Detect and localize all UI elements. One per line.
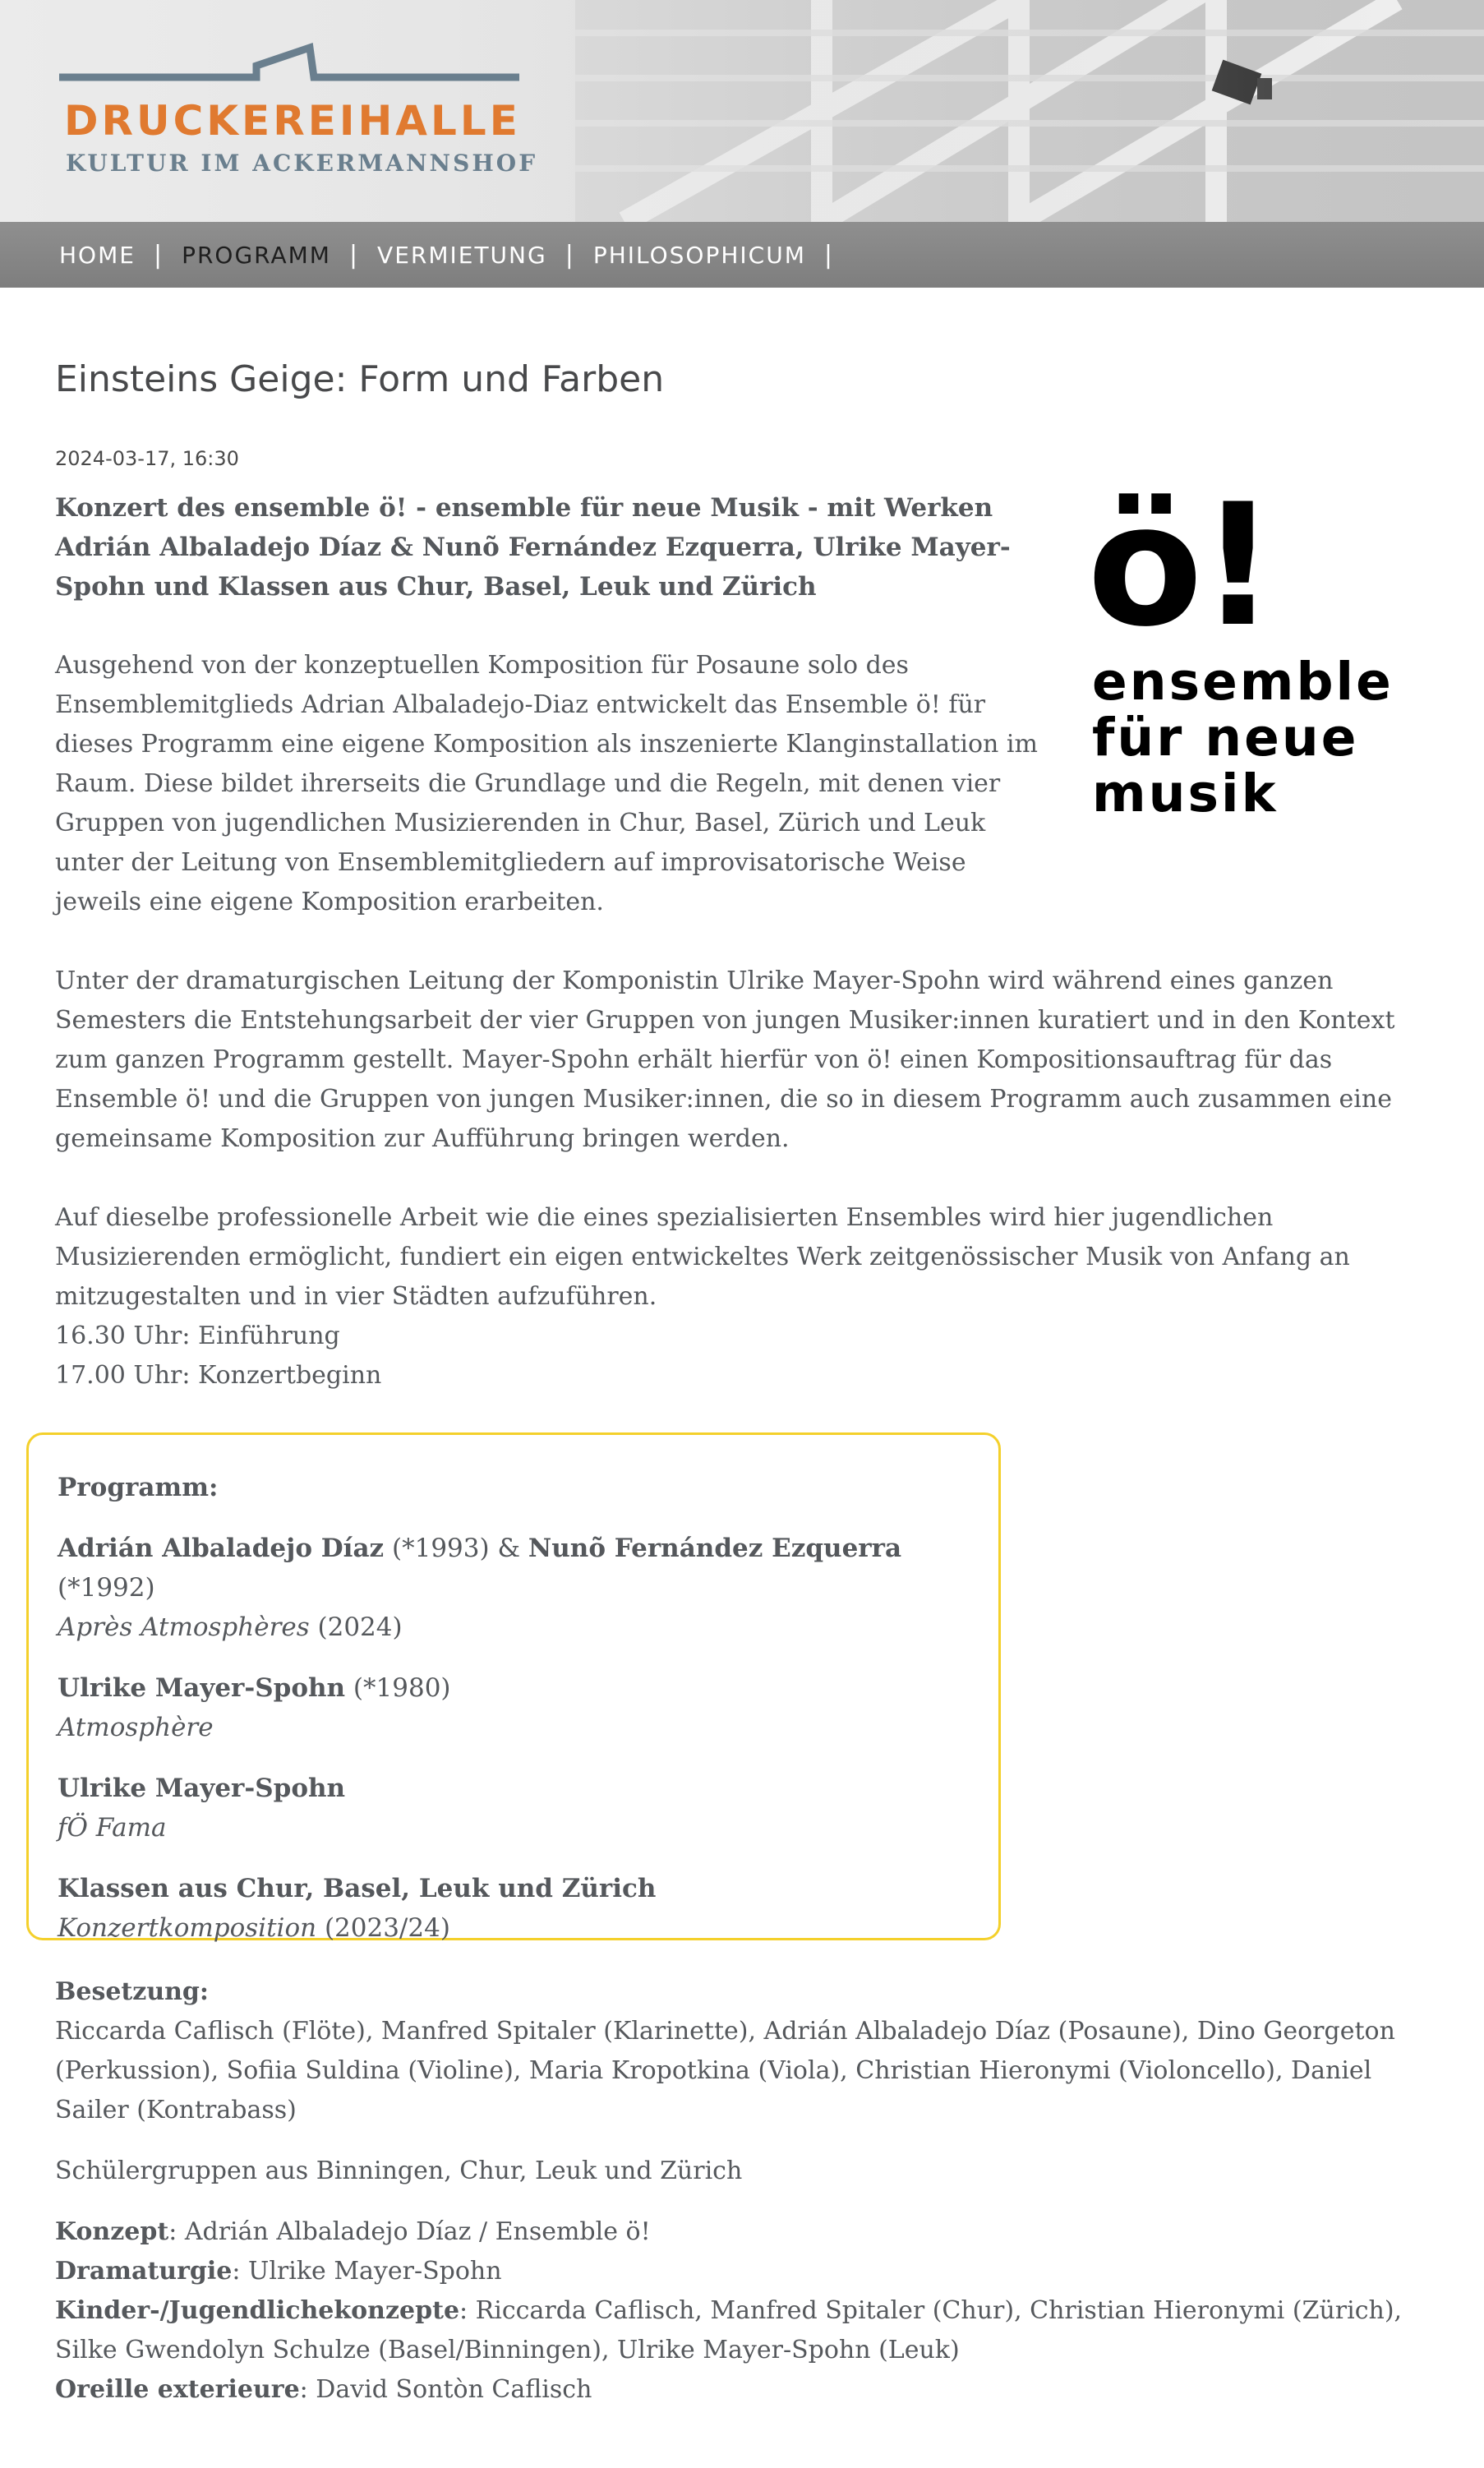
work-year: (2024) [309,1612,403,1642]
event-lead: Konzert des ensemble ö! - ensemble für neue Musik - mit Werken Adrián Albaladejo Díaz & Nunõ Fernández Ezquerra, Ulrike Mayer-Spohn und Klassen aus Chur, Basel, Leuk und Zürich [55,493,1011,602]
nav-philosophicum[interactable]: PHILOSOPHICUM [592,241,806,269]
nav-separator: | [153,240,164,270]
besetzung-players: Riccarda Caflisch (Flöte), Manfred Spitaler (Klarinette), Adrián Albaladejo Díaz (Posaune), Dino Georgeton (Perkussion), Sofiia Suldina (Violine), Maria Kropotkina (Viola), Christian Hieronymi (Violoncello), Daniel Sailer (Kontrabass) [55,2017,1395,2124]
logo-roof-icon [59,43,519,84]
ensemble-logo-mark: ö! [1087,468,1274,664]
programm-box [26,1432,1001,1943]
credit-line [55,2370,1436,2410]
composer-year: (*1993) & [384,1534,528,1563]
event-intro [55,468,1436,1395]
besetzung-schools: Schülergruppen aus Binningen, Chur, Leuk und Zürich [55,2157,743,2185]
credit-line [55,2252,1436,2291]
work-title: Atmosphère [58,1713,214,1742]
nav-programm[interactable]: PROGRAMM [182,241,331,269]
event-content [55,288,1436,2404]
credit-line [55,2212,1436,2252]
event-time-intro: 16.30 Uhr: Einführung [55,1322,340,1350]
ensemble-logo-line: für neue [1092,708,1359,768]
event-paragraph-1: Ausgehend von der konzeptuellen Komposition für Posaune solo des Ensemblemitglieds Adrian Albaladejo-Diaz entwickelt das Ensemble ö! für dieses Programm eine eigene Komposition als inszenierte Klanginstallation im Raum. Diese bildet ihrerseits die Grundlage und die Regeln, mit denen vier Gruppen von jugendlichen Musizierenden in Chur, Basel, Zürich und Leuk unter der Leitung von Ensemblemitgliedern auf improvisatorische Weise jeweils eine eigene Komposition erarbeiten. [55,651,1038,916]
besetzung-section [55,1972,1436,2410]
credit-label: Kinder-/Jugendlichekonzepte [55,2296,460,2325]
composer-name: Ulrike Mayer-Spohn [58,1774,346,1803]
composer-year: (*1980) [345,1673,451,1703]
credit-value: : David Sontòn Caflisch [299,2375,592,2404]
credit-label: Dramaturgie [55,2257,233,2286]
ensemble-oe-logo [1087,468,1462,833]
work-title: Konzertkomposition [58,1913,317,1943]
event-time-start: 17.00 Uhr: Konzertbeginn [55,1361,382,1390]
composer-name: Ulrike Mayer-Spohn [58,1673,346,1703]
programm-item [58,1668,998,1747]
event-paragraph-3: Auf dieselbe professionelle Arbeit wie die eines spezialisierten Ensembles wird hier jugendlichen Musizierenden ermöglicht, fundiert ein eigen entwickeltes Werk zeitgenössischer Musik von Anfang an mitzugestalten und in vier Städten aufzuführen. [55,1203,1350,1311]
credit-value: : Riccarda Caflisch, Manfred Spitaler (Chur), Christian Hieronymi (Zürich), Silke Gwendolyn Schulze (Basel/Binningen), Ulrike Mayer-Spohn (Leuk) [55,2296,1403,2364]
composer-name: Klassen aus Chur, Basel, Leuk und Zürich [58,1874,657,1903]
nav-separator: | [348,240,360,270]
site-header [0,0,1484,222]
nav-separator: | [565,240,575,270]
credit-value: : Adrián Albaladejo Díaz / Ensemble ö! [168,2217,651,2246]
logo-title[interactable]: DRUCKEREIHALLE [64,97,521,145]
ensemble-logo-line: ensemble [1092,652,1394,712]
programm-item [58,1869,998,1948]
programm-heading: Programm: [58,1473,219,1502]
programm-item [58,1769,998,1848]
ensemble-logo-line: musik [1092,763,1279,823]
nav-separator: | [823,240,834,270]
composer-name: Nunõ Fernández Ezquerra [528,1534,902,1563]
credit-value: : Ulrike Mayer-Spohn [232,2257,502,2286]
credit-label: Oreille exterieure [55,2375,300,2404]
composer-year: (*1992) [58,1573,155,1603]
credit-label: Konzept [55,2217,169,2246]
credit-line [55,2291,1436,2370]
besetzung-heading: Besetzung: [55,1977,209,2006]
event-datetime: 2024-03-17, 16:30 [55,447,239,470]
programm-item [58,1529,998,1647]
main-nav [0,222,1484,288]
work-title: fÖ Fama [58,1813,167,1843]
work-year: (2023/24) [316,1913,450,1943]
logo-subtitle: KULTUR IM ACKERMANNSHOF [66,150,538,177]
event-paragraph-2: Unter der dramaturgischen Leitung der Komponistin Ulrike Mayer-Spohn wird während eines ganzen Semesters die Entstehungsarbeit der vier Gruppen von jungen Musiker:innen kuratiert und in den Kontext zum ganzen Programm gestellt. Mayer-Spohn erhält hierfür von ö! einen Kompositionsauftrag für das Ensemble ö! und die Gruppen von jungen Musiker:innen, die so in diesem Programm auch zusammen eine gemeinsame Komposition zur Aufführung bringen werden. [55,966,1395,1153]
composer-name: Adrián Albaladejo Díaz [58,1534,385,1563]
page-title: Einsteins Geige: Form und Farben [55,358,665,400]
work-title: Après Atmosphères [58,1612,310,1642]
nav-home[interactable]: HOME [59,241,136,269]
nav-vermietung[interactable]: VERMIETUNG [377,241,547,269]
